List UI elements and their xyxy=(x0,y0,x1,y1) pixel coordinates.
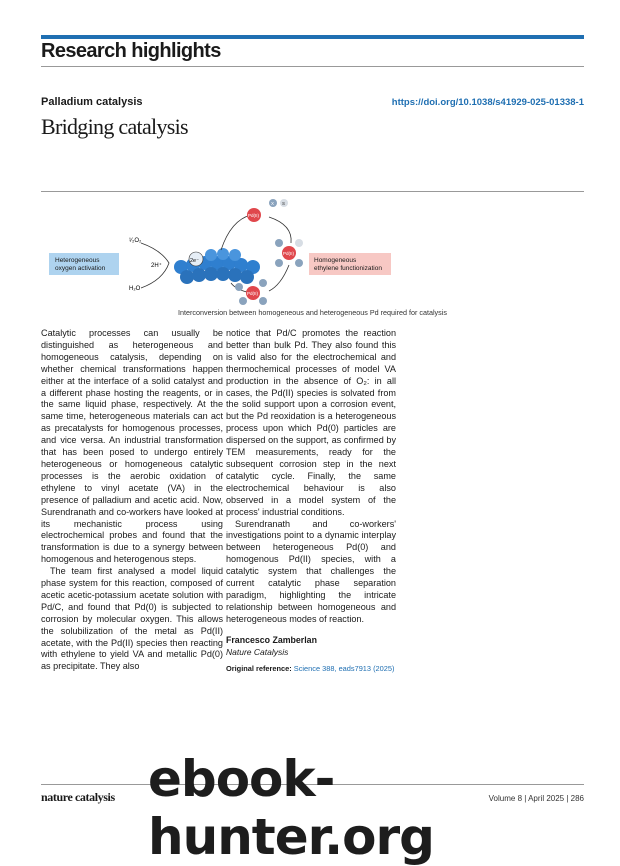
ligand-x-bottom-2 xyxy=(259,279,267,287)
ligand-x-right-2 xyxy=(275,259,283,267)
author-name: Francesco Zamberlan xyxy=(226,634,317,645)
ligand-x-bottom-3 xyxy=(239,297,247,305)
body-column-2 xyxy=(226,328,396,675)
ligand-x-right-3 xyxy=(295,259,303,267)
dissolution-arrow xyxy=(221,215,251,250)
header-rule xyxy=(41,66,584,67)
article-headline: Bridging catalysis xyxy=(41,114,188,139)
reduction-arrow xyxy=(269,265,289,291)
catalysis-figure xyxy=(41,195,584,307)
label-right-line1: Homogeneous xyxy=(314,257,357,264)
ligand-arrow xyxy=(269,217,291,243)
label-right-line2: ethylene functionization xyxy=(314,265,382,272)
water-label: H₂O xyxy=(129,286,141,292)
author-journal: Nature Catalysis xyxy=(226,646,289,657)
label-left-line1: Heterogeneous xyxy=(55,257,100,264)
ligand-x-bottom-1 xyxy=(235,283,243,291)
figure-caption: Interconversion between homogeneous and heterogeneous Pd required for catalysis xyxy=(178,308,447,317)
paragraph-3: notice that Pd/C promotes the reaction better than bulk Pd. They also found this is valid also for the electrochemical and thermochemical processes of model VA production in the absence of O₂: in all cases, the Pd(II) species is solvated from the solid support upon a corrosion event, but the Pd reoxidation is a heterogeneous process upon which Pd(0) particles are dispersed on the support, as confirmed by TEM measurements, ready for the subsequent corrosion step in the next catalytic cycle. Finally, the same electrochemical behaviour is also observed in a model system of the process' industrial conditions. xyxy=(226,328,396,517)
electron-label: 2e⁻ xyxy=(190,258,200,264)
label-left-line2: oxygen activation xyxy=(55,265,106,272)
watermark: ebook-hunter.org xyxy=(148,750,434,866)
body-column-1 xyxy=(41,328,223,673)
footer-volume: Volume 8 | April 2025 | 286 xyxy=(488,794,584,803)
paragraph-1: Catalytic processes can usually be distinguished as heterogeneous and homogeneous catalysis, depending on whether chemical transformations happen either at the interface of a solid catalyst and a different phase hosting the reagents, or in the same liquid phase, respectively. At the same time, heterogeneous materials can act as precatalysts for homogenous processes, and vice versa. An industrial transformation that has been posed to undergo entirely heterogeneous or homogeneous catalytic processes is the aerobic oxidation of ethylene to vinyl acetate (VA) in the presence of palladium and acetic acid. Now, Surendranath and co-workers have looked at its mechanistic process using electrochemical probes and found that the transformation is due to a synergy between homogenous and heterogenous steps. xyxy=(41,328,223,565)
top-accent-bar xyxy=(41,35,584,39)
section-title: Research highlights xyxy=(41,40,221,62)
paragraph-2: The team first analysed a model liquid phase system for this reaction, composed of acetic acetic-potassium acetate solution with Pd/C, and found that Pd(0) is subjected to corrosion by molecular oxygen. This allows the solubilization of the metal as Pd(II) acetate, with the Pd(II) species then reacting with ethylene to yield VA and metallic Pd(0) as precipitate. They also xyxy=(41,566,223,672)
original-reference xyxy=(226,663,396,675)
oxygen-label: ¹⁄₂O₂ xyxy=(129,238,142,244)
doi-link[interactable]: https://doi.org/10.1038/s41929-025-01338-1 xyxy=(391,97,584,108)
proton-label: 2H⁺ xyxy=(151,263,162,269)
ligand-x-right-1 xyxy=(275,239,283,247)
subject-label: Palladium catalysis xyxy=(41,96,143,108)
ligand-x-bottom-4 xyxy=(259,297,267,305)
headline-rule xyxy=(41,191,584,192)
reference-label: Original reference: xyxy=(226,664,292,674)
pd-right-label: Pd(II) xyxy=(283,251,295,256)
solvent-s-right xyxy=(295,239,303,247)
reference-link[interactable]: Science 388, eads7913 (2025) xyxy=(293,664,395,674)
x-top-label: X xyxy=(271,201,275,206)
pd-bottom-label: Pd(II) xyxy=(247,291,259,296)
pd-nanoparticle xyxy=(174,248,260,284)
footer-journal-logo: nature catalysis xyxy=(41,790,115,804)
s-top-label: S xyxy=(282,201,286,206)
paragraph-4: Surendranath and co-workers' investigations point to a dynamic interplay between heterogeneous Pd(0) and homogenous Pd(II) species, with a catalytic system that challenges the current catalytic phase separation paradigm, highlighting the intricate relationship between homogeneous and heterogeneous modes of reaction. xyxy=(226,518,396,624)
pd-top-label: Pd(II) xyxy=(248,213,260,218)
